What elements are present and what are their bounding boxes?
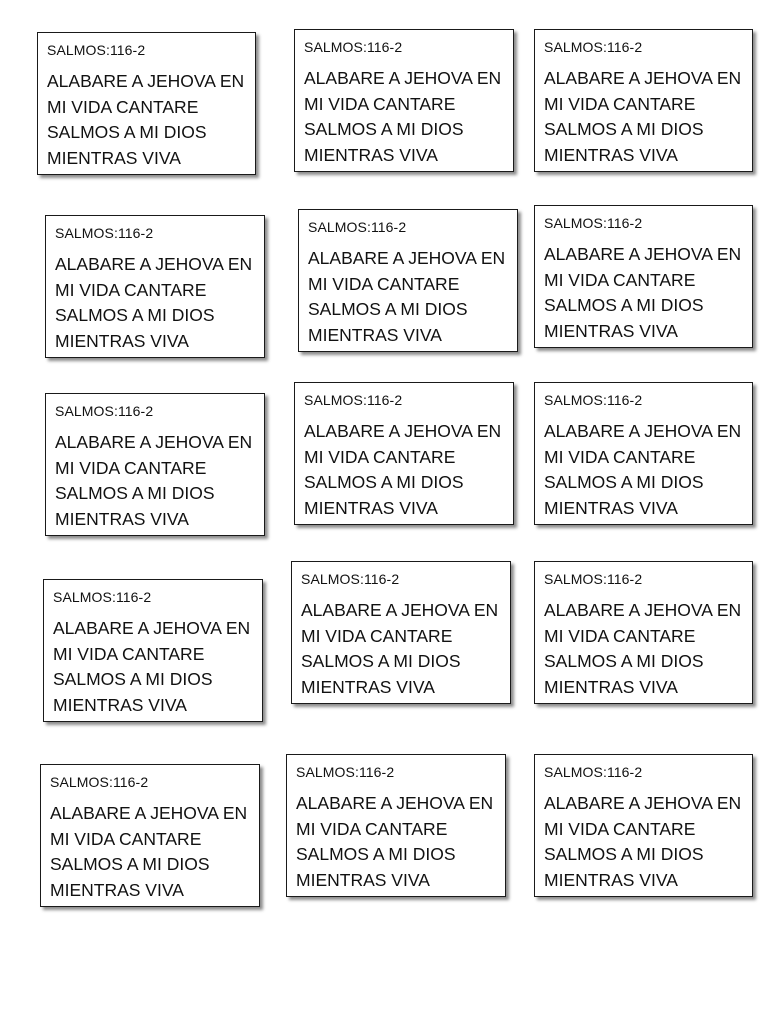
verse-card [40, 764, 260, 907]
verse-card [534, 561, 753, 704]
verse-card [45, 393, 265, 536]
verse-reference: SALMOS:116-2 [304, 392, 403, 408]
verse-card [45, 215, 265, 358]
verse-text: ALABARE A JEHOVA EN MI VIDA CANTARE SALMOS A MI DIOS MIENTRAS VIVA [544, 421, 742, 518]
verse-reference: SALMOS:116-2 [544, 392, 643, 408]
verse-card [291, 561, 511, 704]
verse-card [534, 382, 753, 525]
verse-text: ALABARE A JEHOVA EN MI VIDA CANTARE SALMOS A MI DIOS MIENTRAS VIVA [308, 248, 506, 345]
verse-card [43, 579, 263, 722]
verse-reference: SALMOS:116-2 [55, 225, 154, 241]
verse-reference: SALMOS:116-2 [296, 764, 395, 780]
verse-card [37, 32, 256, 175]
verse-reference: SALMOS:116-2 [50, 774, 149, 790]
verse-text: ALABARE A JEHOVA EN MI VIDA CANTARE SALMOS A MI DIOS MIENTRAS VIVA [55, 254, 253, 351]
verse-reference: SALMOS:116-2 [544, 39, 643, 55]
verse-card [294, 382, 514, 525]
verse-card [534, 29, 753, 172]
verse-text: ALABARE A JEHOVA EN MI VIDA CANTARE SALMOS A MI DIOS MIENTRAS VIVA [544, 793, 742, 890]
verse-text: ALABARE A JEHOVA EN MI VIDA CANTARE SALMOS A MI DIOS MIENTRAS VIVA [296, 793, 494, 890]
verse-text: ALABARE A JEHOVA EN MI VIDA CANTARE SALMOS A MI DIOS MIENTRAS VIVA [544, 600, 742, 697]
verse-text: ALABARE A JEHOVA EN MI VIDA CANTARE SALMOS A MI DIOS MIENTRAS VIVA [304, 421, 502, 518]
verse-reference: SALMOS:116-2 [304, 39, 403, 55]
verse-card [286, 754, 506, 897]
verse-reference: SALMOS:116-2 [47, 42, 146, 58]
verse-card [534, 205, 753, 348]
verse-reference: SALMOS:116-2 [544, 764, 643, 780]
verse-text: ALABARE A JEHOVA EN MI VIDA CANTARE SALMOS A MI DIOS MIENTRAS VIVA [53, 618, 251, 715]
verse-card [534, 754, 753, 897]
verse-reference: SALMOS:116-2 [544, 571, 643, 587]
verse-text: ALABARE A JEHOVA EN MI VIDA CANTARE SALMOS A MI DIOS MIENTRAS VIVA [50, 803, 248, 900]
verse-reference: SALMOS:116-2 [308, 219, 407, 235]
verse-reference: SALMOS:116-2 [53, 589, 152, 605]
verse-reference: SALMOS:116-2 [301, 571, 400, 587]
verse-text: ALABARE A JEHOVA EN MI VIDA CANTARE SALMOS A MI DIOS MIENTRAS VIVA [55, 432, 253, 529]
verse-card [298, 209, 518, 352]
verse-text: ALABARE A JEHOVA EN MI VIDA CANTARE SALMOS A MI DIOS MIENTRAS VIVA [544, 68, 742, 165]
verse-text: ALABARE A JEHOVA EN MI VIDA CANTARE SALMOS A MI DIOS MIENTRAS VIVA [47, 71, 245, 168]
verse-text: ALABARE A JEHOVA EN MI VIDA CANTARE SALMOS A MI DIOS MIENTRAS VIVA [304, 68, 502, 165]
verse-reference: SALMOS:116-2 [544, 215, 643, 231]
verse-reference: SALMOS:116-2 [55, 403, 154, 419]
verse-text: ALABARE A JEHOVA EN MI VIDA CANTARE SALMOS A MI DIOS MIENTRAS VIVA [544, 244, 742, 341]
verse-card [294, 29, 514, 172]
verse-text: ALABARE A JEHOVA EN MI VIDA CANTARE SALMOS A MI DIOS MIENTRAS VIVA [301, 600, 499, 697]
